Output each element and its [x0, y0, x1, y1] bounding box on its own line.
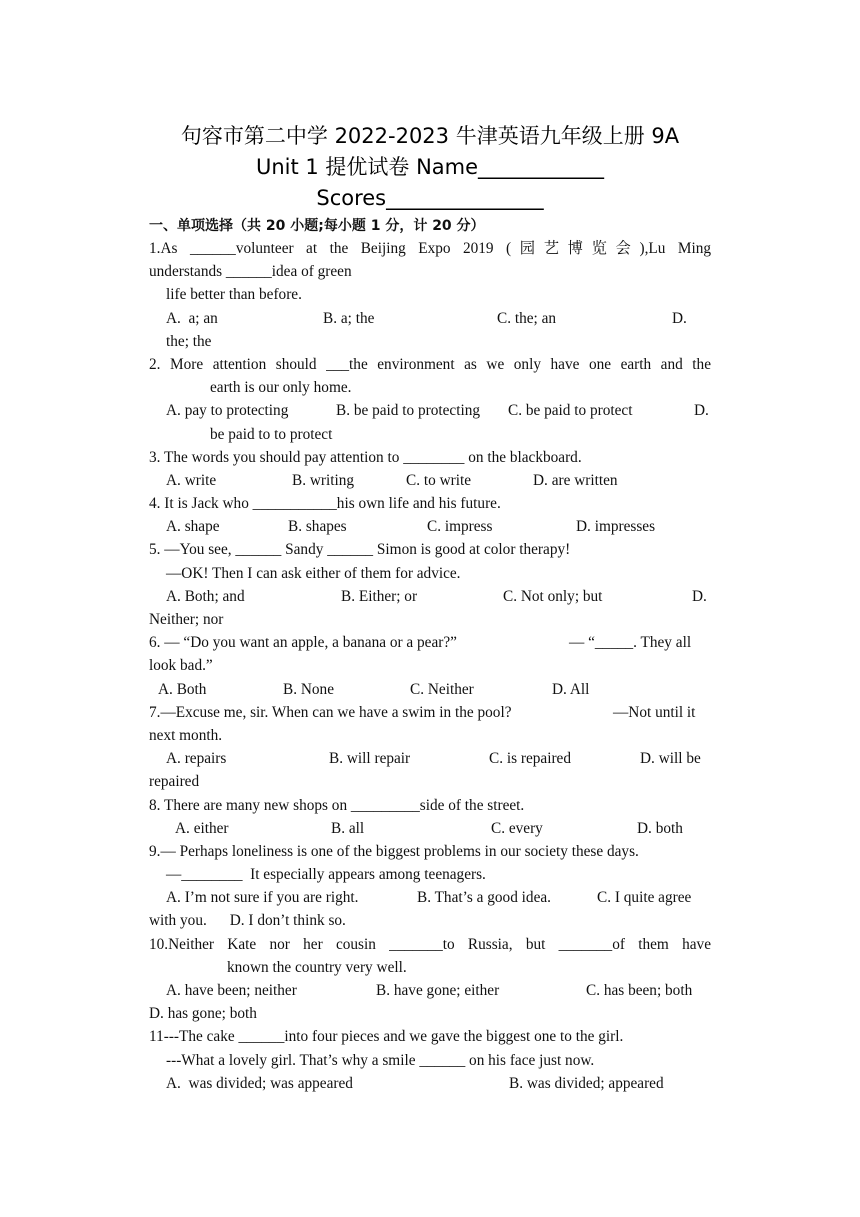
option-a: A. I’m not sure if you are right.: [166, 889, 359, 907]
section-heading: 一、单项选择（共 20 小题;每小题 1 分，计 20 分）: [149, 218, 485, 234]
question-5-option-continued: Neither; nor: [149, 611, 224, 628]
questions-content: [149, 215, 711, 1095]
option-d: D.: [692, 587, 707, 605]
option-b: B. have gone; either: [376, 982, 500, 999]
question-7-option-continued: repaired: [149, 773, 200, 791]
question-9-line-1: 9.— Perhaps loneliness is one of the biggest problems in our society these days.: [149, 842, 639, 860]
question-4-options: [149, 515, 711, 538]
option-d: D. impresses: [576, 518, 656, 536]
question-3-line-1: 3. The words you should pay attention to ________ on the blackboard.: [149, 448, 582, 466]
option-a: A. pay to protecting: [166, 402, 289, 420]
question-7-text: 7.—Excuse me, sir. When can we have a swim in the pool?: [149, 703, 512, 721]
title-block: [149, 121, 711, 214]
option-c: C. be paid to protect: [508, 402, 633, 420]
question-6-options: [149, 678, 711, 701]
option-d: D. are written: [533, 471, 618, 489]
question-2-option-continued: be paid to to protect: [210, 425, 333, 443]
option-d: D.: [694, 402, 709, 420]
option-a: A. a; an: [166, 309, 218, 327]
question-1-line-3: life better than before.: [166, 286, 302, 304]
option-c: C. has been; both: [586, 982, 693, 999]
option-b: B. all: [331, 819, 365, 837]
question-2-options: [149, 399, 711, 422]
question-11-options: [149, 1072, 711, 1095]
option-b: B. None: [283, 680, 334, 698]
option-d: D. All: [552, 680, 590, 698]
option-d: D. both: [637, 819, 683, 837]
question-10-line-2: known the country very well.: [227, 958, 407, 976]
question-5-line-1: 5. —You see, ______ Sandy ______ Simon is good at color therapy!: [149, 541, 571, 559]
option-b: B. shapes: [288, 518, 347, 536]
question-7-line-1: [149, 701, 711, 724]
question-9-line-2: —________ It especially appears among teenagers.: [166, 866, 486, 884]
option-a: A. have been; neither: [166, 982, 297, 999]
question-11-line-2: ---What a lovely girl. That’s why a smile ______ on his face just now.: [166, 1051, 595, 1069]
question-1-line-1: 1.As ______volunteer at the Beijing Expo 2019 (园艺博览会),Lu Ming: [149, 240, 711, 257]
question-7-options: [149, 747, 711, 770]
option-c: C. impress: [427, 518, 493, 536]
question-10-line-1: 10.Neither Kate nor her cousin _______to Russia, but _______of them have: [149, 935, 711, 953]
option-b: B. was divided; appeared: [509, 1074, 664, 1092]
option-b: B. will repair: [329, 750, 411, 768]
question-8-line-1: 8. There are many new shops on _________side of the street.: [149, 796, 525, 814]
option-a: A. write: [166, 471, 217, 489]
question-6-answer: — “_____. They all: [569, 634, 692, 652]
option-c: C. every: [491, 819, 543, 837]
option-a: A. Both; and: [166, 587, 245, 605]
title-line-1: 句容市第二中学 2022-2023 牛津英语九年级上册 9A: [180, 124, 680, 148]
question-7-answer: —Not until it: [613, 703, 696, 721]
option-b: B. be paid to protecting: [336, 402, 481, 420]
question-10-option-continued: D. has gone; both: [149, 1005, 257, 1023]
option-d: D. will be: [640, 750, 701, 768]
option-b: B. a; the: [323, 309, 375, 327]
option-b: B. Either; or: [341, 587, 418, 605]
option-a: A. either: [175, 819, 229, 837]
title-line-3: Scores_______________: [316, 186, 544, 210]
question-8-options: [149, 817, 711, 840]
question-3-options: [149, 469, 711, 492]
question-1-line-2: understands ______idea of green: [149, 263, 352, 281]
option-c: C. Not only; but: [503, 587, 603, 605]
question-1-options: [149, 307, 711, 330]
question-5-options: [149, 585, 711, 608]
question-2-line-2: earth is our only home.: [210, 379, 352, 397]
option-b: B. That’s a good idea.: [417, 889, 551, 907]
option-c: C. I quite agree: [597, 889, 692, 907]
question-9-option-continued: with you. D. I don’t think so.: [149, 912, 346, 930]
option-a: A. shape: [166, 518, 220, 536]
question-5-line-2: —OK! Then I can ask either of them for advice.: [166, 564, 461, 582]
option-a: A. repairs: [166, 750, 227, 768]
title-line-2: Unit 1 提优试卷 Name____________: [255, 155, 605, 179]
option-c: C. is repaired: [489, 750, 571, 768]
option-c: C. the; an: [497, 309, 557, 327]
question-6-text: 6. — “Do you want an apple, a banana or a pear?”: [149, 634, 457, 652]
question-2-line-1: 2. More attention should ___the environment as we only have one earth and the: [149, 355, 711, 373]
option-d: D.: [672, 309, 687, 327]
question-11-line-1: 11---The cake ______into four pieces and we gave the biggest one to the girl.: [149, 1028, 624, 1046]
option-c: C. to write: [406, 471, 472, 489]
question-10-options: [149, 979, 711, 1002]
option-c: C. Neither: [410, 680, 474, 698]
option-b: B. writing: [292, 471, 355, 489]
question-4-line-1: 4. It is Jack who ___________his own life and his future.: [149, 495, 501, 513]
option-a: A. was divided; was appeared: [166, 1074, 353, 1092]
option-a: A. Both: [158, 680, 207, 698]
question-9-options: [149, 886, 711, 909]
question-7-line-2: next month.: [149, 726, 223, 744]
question-6-line-1: [149, 631, 711, 654]
question-6-line-2: look bad.”: [149, 657, 213, 675]
question-1-option-continued: the; the: [166, 332, 212, 350]
